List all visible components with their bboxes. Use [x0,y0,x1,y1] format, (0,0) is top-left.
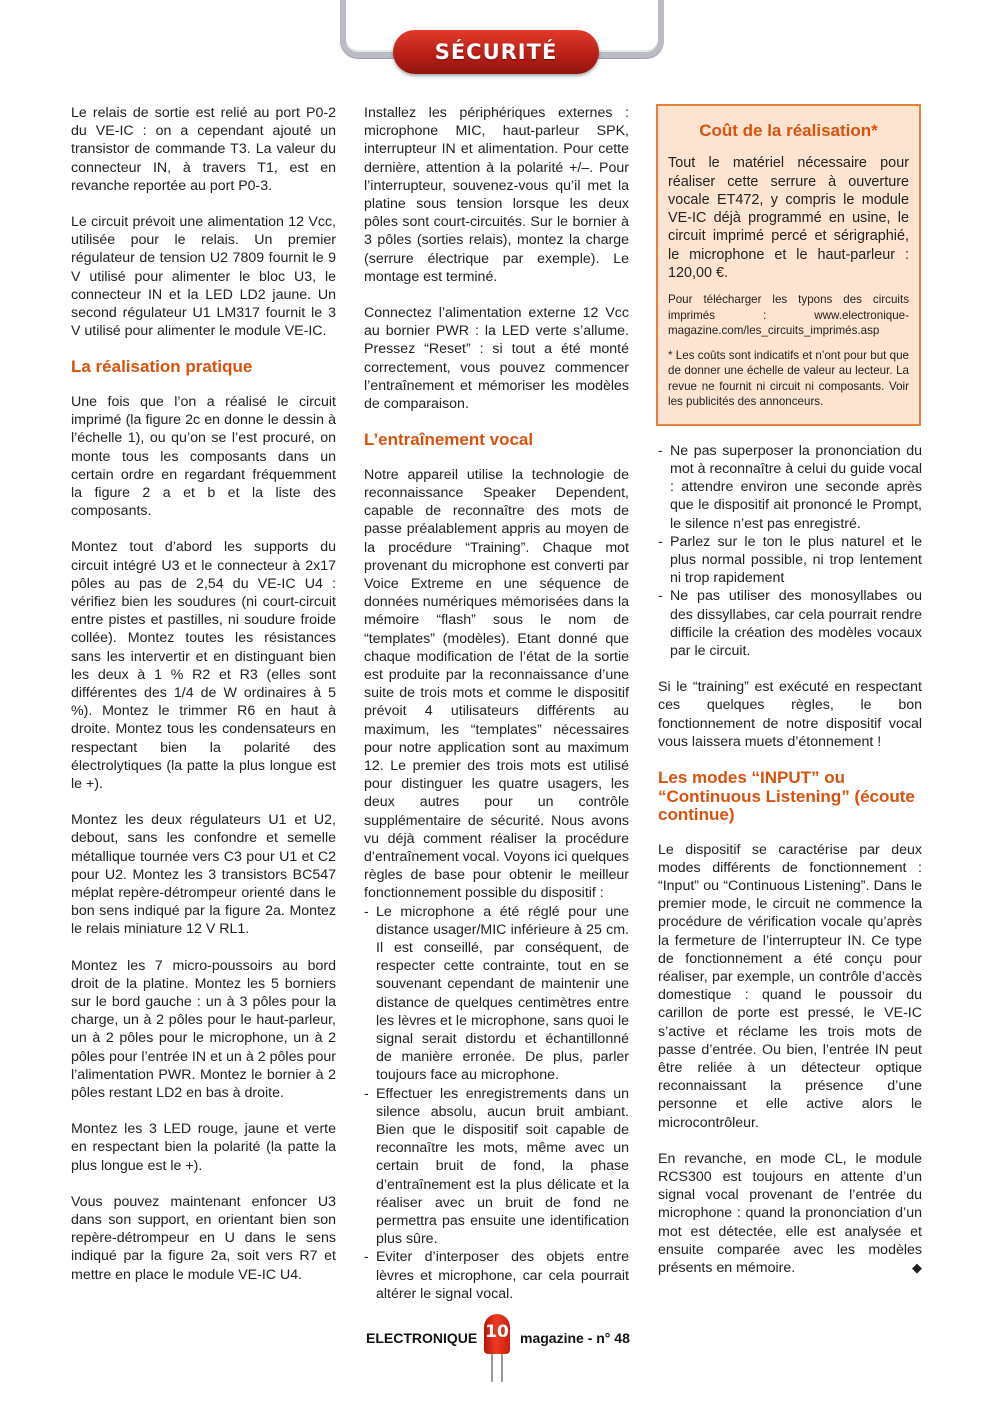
list-item: - Eviter d’interposer des objets entre lèvres et microphone, car cela pourrait altérer le signal vocal. [364,1248,629,1303]
cost-box-download: Pour télécharger les typons des circuits imprimés : www.electronique-magazine.com/les_circuits_imprimés.asp [668,293,909,338]
end-mark-icon: ◆ [912,1260,922,1275]
list-item: - Parlez sur le ton le plus naturel et le plus normal possible, ni trop lentement ni trop rapidement [658,533,922,588]
paragraph: Le circuit prévoit une alimentation 12 Vcc, utilisée pour le relais. Un premier régulateur de tension U2 7809 fournit le 9 V utilisé pour alimenter le bloc U3, le connecteur IN et la LED LD2 jaune. Un second régulateur U1 LM317 fournit le 3 V utilisé pour alimenter le module VE-IC. [71,214,336,340]
footer-magazine-name: ELECTRONIQUE [366,1330,478,1346]
paragraph-text: En revanche, en mode CL, le module RCS300 est toujours en attente d’un signal vocal provenant de l’entrée du microphone : quand la prononciation d’un mot est détectée, elle est analysée et ensuite comparée avec les modèles présents en mémoire. [658,1150,922,1276]
cost-box-note: * Les coûts sont indicatifs et n’ont pour but que de donner une échelle de valeur au lecteur. La revue ne fournit ni circuit ni composants. Voir les publicités des annonceurs. [668,348,909,409]
column-2 [364,104,629,1321]
paragraph: Le relais de sortie est relié au port P0-2 du VE-IC : on a cependant ajouté un transistor de commande T3. La valeur du connecteur IN, à travers T1, est en revanche reportée au port P0-3. [71,105,336,194]
cost-box [656,104,921,426]
rules-list-continued [658,442,922,660]
column-1 [71,104,336,1302]
paragraph: Montez les 7 micro-poussoirs au bord droit de la platine. Montez les 5 borniers sur le bord gauche : un à 3 pôles pour la charge, un à 2 pôles pour le haut-parleur, un à 2 pôles pour le microphone, un à 2 pôles pour l’entrée IN et un à 2 pôles pour l’alimentation PWR. Montez le bornier à 2 pôles restant LD2 en bas à droite. [71,957,336,1102]
paragraph [658,1150,922,1277]
paragraph: Si le “training” est exécuté en respectant ces quelques règles, le bon fonctionnement de notre dispositif vocal vous laissera muets d’étonnement ! [658,679,922,750]
list-item: - Ne pas utiliser des monosyllabes ou des dissyllabes, car cela pourrait rendre difficile la création des modèles vocaux par le circuit. [658,587,922,660]
paragraph: Installez les périphériques externes : microphone MIC, haut-parleur SPK, interrupteur IN et alimentation. Pour cette dernière, attention à la polarité +/–. Pour l’interrupteur, souvenez-vous qu’il met la platine sous tension lorsque les deux pôles sont court-circuités. Sur le bornier à 3 pôles (sorties relais), montez la charge (serrure électrique par exemple). Le montage est terminé. [364,105,629,285]
list-item: - Le microphone a été réglé pour une distance usager/MIC inférieure à 25 cm. Il est conseillé, par conséquent, de respecter cette contrainte, tout en se souvenant cependant de maintenir une distance de quelques centimètres entre les lèvres et le microphone, sans quoi le signal serait distordu et échantillonné de manière erronée. De plus, parler toujours face au microphone. [364,903,629,1085]
section-title: SÉCURITÉ [434,40,558,64]
paragraph: Une fois que l’on a réalisé le circuit imprimé (la figure 2c en donne le dessin à l’échelle 1), ou qu’on se l’est procuré, on monte tous les composants dans un certain ordre en regardant fréquemment la figure 2 a et b et la liste des composants. [71,393,336,520]
section-banner [393,30,599,74]
section-heading: Les modes “INPUT” ou “Continuous Listening” (écoute continue) [658,768,915,825]
column-3 [658,104,922,1295]
cost-box-title: Coût de la réalisation* [699,121,878,140]
paragraph: Montez les deux régulateurs U1 et U2, debout, sans les confondre et semelle métallique tournée vers C3 pour U1 et C2 pour U2. Montez les 3 transistors BC547 méplat repère-détrompeur orienté dans le bon sens indiqué par la figure 2a. Montez le relais miniature 12 V RL1. [71,812,336,938]
list-item: - Ne pas superposer la prononciation du mot à reconnaître à celui du guide vocal : attendre environ une seconde après que le dispositif ait prononcé le Prompt, le silence n’est pas enregistré. [658,442,922,533]
section-heading: L’entraînement vocal [364,430,534,450]
footer-issue: magazine - n° 48 [520,1330,630,1346]
paragraph: Montez les 3 LED rouge, jaune et verte en respectant bien la polarité (la patte la plus longue est le +). [71,1121,336,1174]
list-item: - Effectuer les enregistrements dans un silence absolu, aucun bruit ambiant. Bien que le dispositif soit capable de reconnaître les mots, même avec un certain bruit de fond, la phase d’entraînement est la plus délicate et la réaliser avec un bruit de fond ne permettra pas ensuite une identification plus sûre. [364,1085,629,1249]
paragraph: Vous pouvez maintenant enfoncer U3 dans son support, en orientant bien son repère-détrompeur en U dans le sens indiqué par la figure 2a, soit vers R7 et mettre en place le module VE-IC U4. [71,1193,336,1283]
page-number: 10 [485,1322,509,1342]
page-number-led-icon [484,1314,510,1354]
section-heading: La réalisation pratique [71,357,253,377]
paragraph: Connectez l’alimentation externe 12 Vcc au bornier PWR : la LED verte s’allume. Pressez “Reset” : si tout a été monté correctement, vous pouvez commencer l’entraînement et mémoriser les modèles de comparaison. [364,305,629,413]
paragraph: Montez tout d’abord les supports du circuit intégré U3 et le connecteur à 2x17 pôles au pas de 2,54 du VE-IC U4 : vérifiez bien les soudures (ni court-circuit entre pistes et pastilles, ni soudure froide collée). Montez toutes les résistances sans les intervertir et en distinguant bien les deux à 1 % R2 et R3 (elles sont différentes des 1/4 de W ordinaires à 5 %). Montez le trimmer R6 en haut à droite. Montez tous les condensateurs en respectant bien la polarité des électrolytiques (la patte la plus longue est le +). [71,539,336,792]
paragraph: Notre appareil utilise la technologie de reconnaissance Speaker Dependent, capable de reconnaître des mots de passe préalablement appris au moyen de la procédure “Training”. Chaque mot provenant du microphone est converti par Voice Extreme en une séquence de données numériques mémorisées dans la mémoire “flash” sous le nom de “templates” (modèles). Etant donné que chaque modification de l’état de la sortie est produite par la reconnaissance d’une suite de trois mots et comme le dispositif prévoit 4 utilisateurs différents au maximum, les “templates” nécessaires pour notre application sont au maximum 12. Le premier des trois mots est utilisé pour distinguer les quatre usagers, les deux autres pour un contrôle supplémentaire de sécurité. Nous avons vu déjà comment réaliser la procédure d’entraînement vocal. Voyons ici quelques règles de base pour obtenir le meilleur fonctionnement possible du dispositif : [364,466,629,902]
led-leg [501,1354,503,1382]
paragraph: Le dispositif se caractérise par deux modes différents de fonctionnement : “Input” ou “Continuous Listening”. Dans le premier mode, le circuit ne commence la procédure de vérification vocale qu’après la fermeture de l’interrupteur IN. Ce type de fonctionnement a été conçu pour réaliser, par exemple, un contrôle d’accès domestique : quand le poussoir du carillon de porte est pressé, le VE-IC s’active et réclame les trois mots de passe d’entrée. Ou bien, l’entrée IN peut être reliée à un détecteur optique reconnaissant la présence d’une personne et elle active alors le microcontrôleur. [658,841,922,1131]
rules-list [364,903,629,1303]
footer [366,1322,636,1370]
cost-box-body: Tout le matériel nécessaire pour réaliser cette serrure à ouverture vocale ET472, y compris le module VE-IC déjà programmé en usine, le circuit imprimé percé et sérigraphié, le microphone et le haut-parleur : 120,00 €. [668,155,909,281]
led-leg [491,1354,493,1382]
